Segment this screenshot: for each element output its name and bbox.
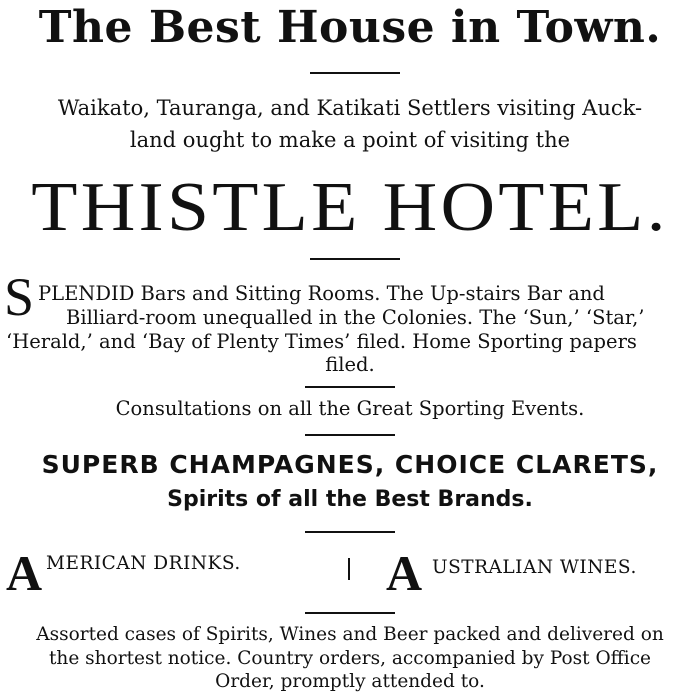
hotel-name: THISTLE HOTEL. <box>31 169 669 246</box>
footer-line: the shortest notice. Country orders, accompanied by Post Office <box>49 648 651 669</box>
spirits-line: Spirits of all the Best Brands. <box>167 487 533 512</box>
divider-rule <box>305 386 395 388</box>
divider-rule <box>305 434 395 436</box>
amenities-line: filed. <box>325 353 375 376</box>
intro-line: land ought to make a point of visiting the <box>129 128 571 152</box>
amenities-line: PLENDID Bars and Sitting Rooms. The Up-stairs Bar and <box>38 282 605 305</box>
divider-rule <box>310 72 400 74</box>
footer-line: Order, promptly attended to. <box>215 671 485 692</box>
intro-line: Waikato, Tauranga, and Katikati Settlers visiting Auck- <box>57 96 643 120</box>
drop-cap: S <box>4 267 35 327</box>
australian-wines: USTRALIAN WINES. <box>432 557 637 578</box>
champagnes-line: SUPERB CHAMPAGNES, CHOICE CLARETS, <box>41 450 659 479</box>
consultations-line: Consultations on all the Great Sporting Events. <box>115 397 585 420</box>
headline: The Best House in Town. <box>38 2 662 53</box>
amenities-line: Billiard-room unequalled in the Colonies. The ‘Sun,’ ‘Star,’ <box>66 306 645 329</box>
divider-rule <box>305 531 395 533</box>
american-drinks: MERICAN DRINKS. <box>46 553 241 574</box>
divider-rule <box>310 258 400 260</box>
amenities-line: ‘Herald,’ and ‘Bay of Plenty Times’ filed. Home Sporting papers <box>6 330 637 353</box>
footer-line: Assorted cases of Spirits, Wines and Beer packed and delivered on <box>36 624 664 645</box>
drop-cap: A <box>386 545 423 601</box>
drop-cap: A <box>6 545 43 601</box>
column-divider <box>348 558 350 580</box>
divider-rule <box>305 612 395 614</box>
